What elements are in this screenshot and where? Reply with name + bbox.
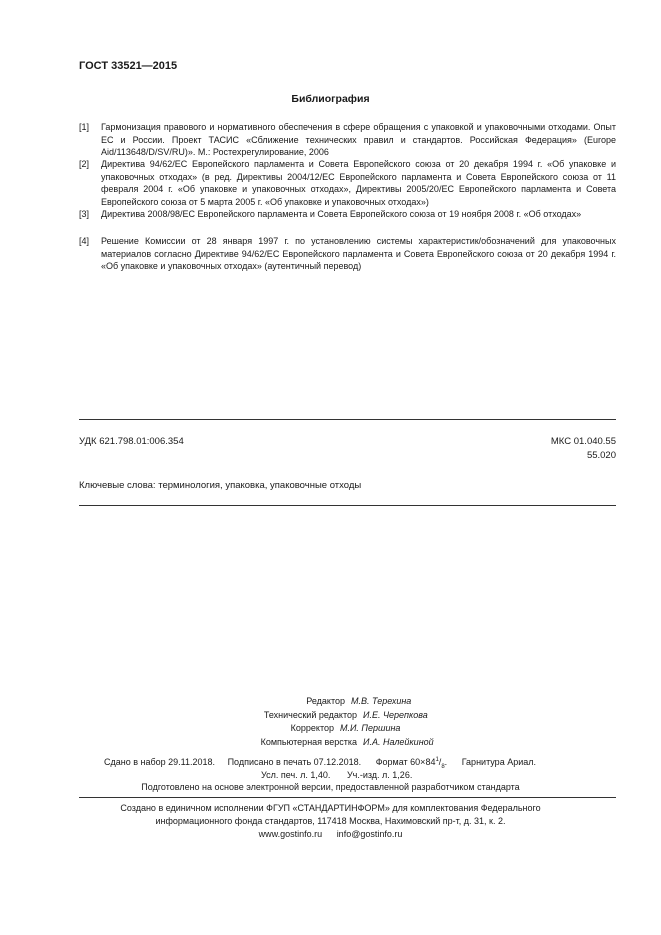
divider: [79, 419, 616, 420]
credits-block: [0, 695, 661, 749]
print-info-line-1: [104, 757, 624, 770]
document-code: ГОСТ 33521—2015: [79, 60, 178, 72]
website-link[interactable]: www.gostinfo.ru: [258, 829, 323, 839]
typeface: Гарнитура Ариал.: [461, 757, 536, 767]
mks-code-1: МКС 01.040.55: [550, 436, 616, 447]
keywords: [79, 480, 361, 491]
credit-role: Редактор: [306, 696, 345, 706]
divider: [79, 797, 616, 798]
prepared-note: Подготовлено на основе электронной версии, предоставленной разработчиком стандарта: [141, 782, 520, 792]
format: Формат $60\times 84^1/_8$.: [375, 757, 448, 770]
uch-izd: Уч.-изд. л. 1,26.: [346, 770, 413, 780]
credit-name: М.В. Терехина: [351, 696, 412, 706]
ref-text: Директива 94/62/ЕС Европейского парламента и Совета Европейского союза от 20 декабря 1994 г. «Об упаковке и упаковочных отходах» (в ред. Директивы 2004/12/ЕС Европейского парламента и Совета Европейского союза от 11 февраля 2004 г. «Об упаковке и упаковочных отходах», Директивы 2005/20/ЕС Европейского парламента и Совета Европейского союза от 5 марта 2005 г. «Об упаковке и упаковочных отходах»): [101, 159, 616, 207]
signed-date: Подписано в печать 07.12.2018.: [227, 757, 362, 767]
usl-pech: Усл. печ. л. 1,40.: [261, 770, 331, 780]
bibliography-title: Библиография: [291, 93, 370, 105]
ref-text: Директива 2008/98/ЕС Европейского парламента и Совета Европейского союза от 19 ноября 2008 г. «Об отходах»: [101, 209, 582, 219]
keywords-label: Ключевые слова:: [79, 480, 156, 491]
credit-row: [0, 722, 661, 736]
credit-row: [0, 709, 661, 723]
sent-date: Сдано в набор 29.11.2018.: [104, 757, 216, 767]
bibliography-item: [79, 158, 616, 208]
udk-code: УДК 621.798.01:006.354: [79, 436, 184, 447]
email-link[interactable]: info@gostinfo.ru: [336, 829, 403, 839]
divider: [79, 505, 616, 506]
credit-role: Корректор: [290, 723, 334, 733]
publisher-line-1: Создано в единичном исполнении ФГУП «СТАНДАРТИНФОРМ» для комплектования Федерального: [120, 803, 541, 813]
credit-name: И.А. Налейкиной: [363, 736, 434, 747]
ref-number: [4]: [79, 236, 90, 246]
credit-row: [0, 736, 661, 750]
keywords-value: терминология, упаковка, упаковочные отходы: [158, 480, 362, 491]
ref-number: [3]: [79, 209, 90, 219]
ref-number: [2]: [79, 159, 90, 169]
bibliography-item: [79, 208, 616, 221]
credit-role: Компьютерная верстка: [260, 736, 357, 747]
mks-code-2: 55.020: [586, 450, 616, 461]
credit-row: [0, 695, 661, 709]
bibliography-item: [79, 121, 616, 159]
credit-role: Технический редактор: [263, 709, 357, 720]
print-info-line-2: [261, 770, 412, 780]
ref-number: [1]: [79, 122, 90, 132]
ref-text: Решение Комиссии от 28 января 1997 г. по установлению системы характеристик/обозначений для упаковочных материалов согласно Директиве 94/62/ЕС Европейского парламента и Совета Европейского союза от 20 декабря 1994 г. «Об упаковке и упаковочных отходах» (аутентичный перевод): [101, 236, 616, 272]
ref-text: Гармонизация правового и нормативного обеспечения в сфере обращения с упаковкой и упаковочными отходами. Опыт ЕС и России. Проект ТАСИС «Сближение технических правил и стандартов. Российская Федерация» (Europe Aid/113648/D/SV/RU)». М.: Ростехрегулирование, 2006: [101, 122, 616, 158]
bibliography-item: [79, 235, 616, 273]
credit-name: И.Е. Черепкова: [363, 709, 428, 720]
credit-name: М.И. Першина: [340, 723, 401, 733]
publisher-contacts: [0, 828, 661, 841]
publisher-line-2: информационного фонда стандартов, 117418 Москва, Нахимовский пр-т, д. 31, к. 2.: [155, 816, 506, 826]
